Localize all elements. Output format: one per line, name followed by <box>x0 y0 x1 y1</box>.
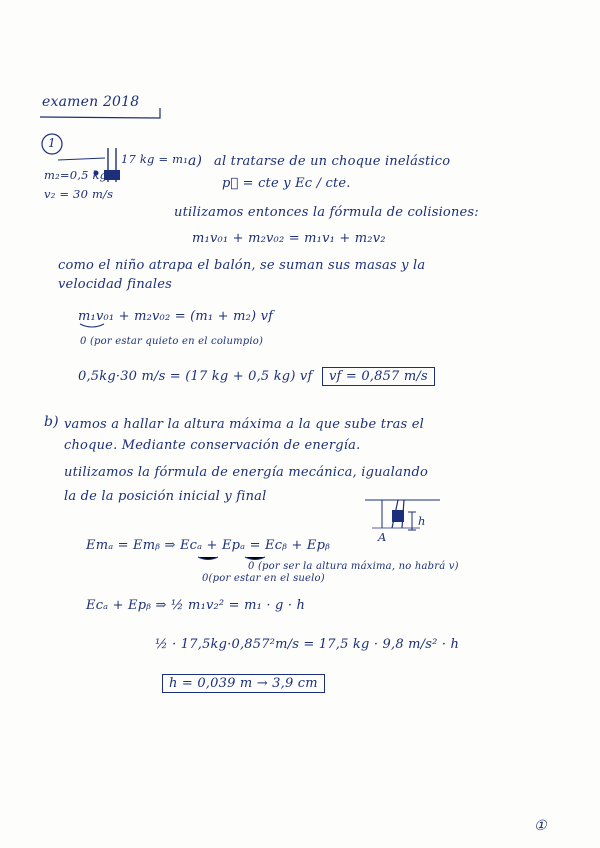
part-b-eq1: Emₐ = Emᵦ ⇒ Ecₐ + Epₐ = Ecᵦ + Epᵦ <box>86 538 331 553</box>
part-a-text1: como el niño atrapa el balón, se suman sus masas y la <box>58 258 426 273</box>
part-b-eq3: ½ · 17,5kg·0,857²m/s = 17,5 kg · 9,8 m/s² · h <box>155 637 460 652</box>
part-a-text2: velocidad finales <box>58 277 173 292</box>
problem-number: 1 <box>48 136 56 150</box>
exam-title: examen 2018 <box>42 94 140 110</box>
part-a-line2: p⃗ = cte y Ec / cte. <box>222 176 351 191</box>
part-a-line1: al tratarse de un choque inelástico <box>214 154 451 169</box>
part-a-note: 0 (por estar quieto en el columpio) <box>80 336 264 347</box>
part-b-result: h = 0,039 m → 3,9 cm <box>162 674 325 693</box>
given-mass-ball: m₂=0,5 kg <box>44 168 108 182</box>
part-a-eq1: m₁v₀₁ + m₂v₀₂ = m₁v₁ + m₂v₂ <box>192 231 386 246</box>
swing-diagram-icon <box>365 500 440 530</box>
part-b-line4: la de la posición inicial y final <box>64 489 267 504</box>
part-b-note2: 0(por estar en el suelo) <box>202 573 325 584</box>
part-a-label: a) <box>188 153 203 169</box>
part-b-line1: vamos a hallar la altura máxima a la que sube tras el <box>64 417 424 432</box>
part-b-line2: choque. Mediante conservación de energía. <box>64 438 361 453</box>
given-velocity: v₂ = 30 m/s <box>44 187 114 201</box>
diagram-point-label: A <box>378 530 387 544</box>
diagram-height-label: h <box>418 514 426 528</box>
page-number: ① <box>534 818 547 834</box>
part-a-line3: utilizamos entonces la fórmula de colisiones: <box>174 205 479 220</box>
brace-under-epa <box>198 557 218 560</box>
given-mass-child: 17 kg = m₁ <box>121 152 189 166</box>
part-a-result: vf = 0,857 m/s <box>322 367 435 386</box>
part-b-eq2: Ecₐ + Epᵦ ⇒ ½ m₁v₂² = m₁ · g · h <box>86 598 306 613</box>
part-b-label: b) <box>44 414 59 430</box>
part-b-note1: 0 (por ser la altura máxima, no habrá v) <box>248 561 459 572</box>
part-a-eq2: m₁v₀₁ + m₂v₀₂ = (m₁ + m₂) vf <box>78 309 274 324</box>
part-b-line3: utilizamos la fórmula de energía mecánica, igualando <box>64 465 429 480</box>
brace-under-term <box>80 324 104 327</box>
brace-under-ecb <box>245 557 265 560</box>
part-a-eq3: 0,5kg·30 m/s = (17 kg + 0,5 kg) vf <box>78 369 313 384</box>
